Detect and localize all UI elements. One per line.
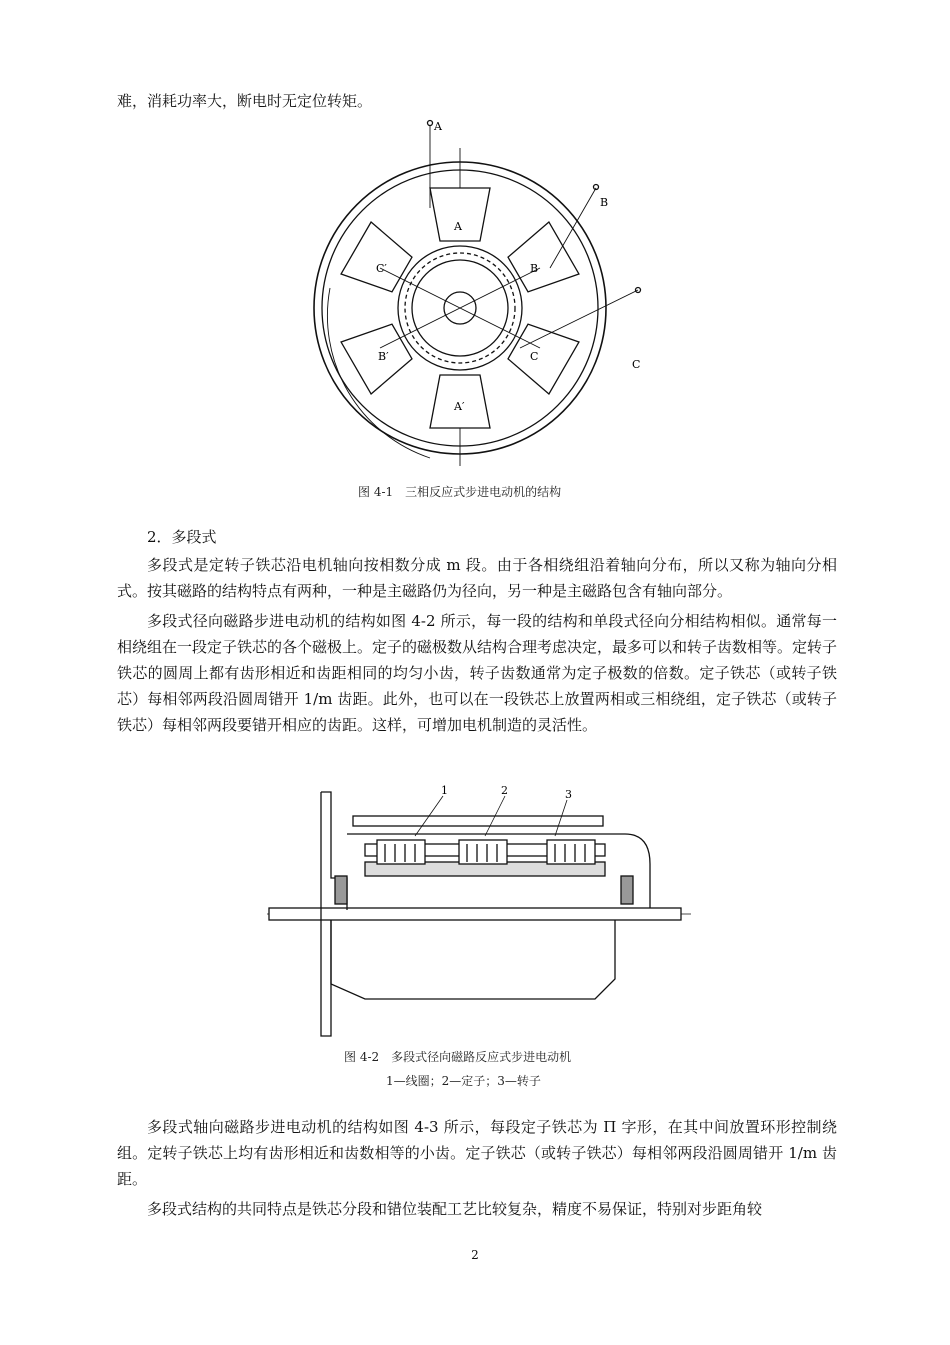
figure-4-1-caption: 图 4-1 三相反应式步进电动机的结构	[358, 485, 562, 499]
pole-label-c: C	[530, 350, 539, 363]
paragraph-axial-circuit: 多段式轴向磁路步进电动机的结构如图 4-3 所示，每段定子铁芯为 Π 字形，在其中间放置环形控制绕组。定转子铁芯上均有齿形相近和齿数相等的小齿。定子铁芯（或转子铁芯）每相邻两段沿圆周错开 1/m 齿距。	[117, 1118, 837, 1188]
section-heading: 2．多段式	[147, 528, 217, 546]
pole-label-b: B	[530, 262, 539, 275]
paragraph-common-features: 多段式结构的共同特点是铁芯分段和错位装配工艺比较复杂，精度不易保证，特别对步距角较	[147, 1200, 763, 1218]
paragraph-intro: 难，消耗功率大，断电时无定位转矩。	[117, 92, 373, 110]
figure-4-2-label-3: 3	[565, 788, 572, 801]
paragraph-multi-segment: 多段式是定转子铁芯沿电机轴向按相数分成 m 段。由于各相绕组沿着轴向分布，所以又称为轴向分相式。按其磁路的结构特点有两种，一种是主磁路仍为径向，另一种是主磁路包含有轴向部分。	[117, 556, 837, 600]
terminal-label-a: A	[434, 120, 442, 133]
pole-label-b-prime: B′	[378, 350, 389, 363]
figure-4-2-multi-segment-motor	[265, 784, 695, 1044]
page-number: 2	[471, 1248, 479, 1262]
figure-4-2-caption: 图 4-2 多段式径向磁路反应式步进电动机	[344, 1050, 572, 1064]
figure-4-2-label-1: 1	[441, 784, 448, 797]
terminal-label-b: B	[600, 196, 609, 209]
figure-4-1-stepper-motor	[290, 118, 650, 478]
terminal-label-c: C	[632, 358, 641, 371]
pole-label-a-prime: A′	[454, 400, 465, 413]
figure-4-2-legend: 1—线圈；2—定子；3—转子	[386, 1074, 541, 1088]
figure-4-2-label-2: 2	[501, 784, 508, 797]
pole-label-c-prime: C′	[376, 262, 387, 275]
pole-label-a: A	[454, 220, 462, 233]
paragraph-radial-circuit: 多段式径向磁路步进电动机的结构如图 4-2 所示，每一段的结构和单段式径向分相结构相似。通常每一相绕组在一段定子铁芯的各个磁极上。定子的磁极数从结构合理考虑决定，最多可以和转子齿数相等。定转子铁芯的圆周上都有齿形相近和齿距相同的均匀小齿，转子齿数通常为定子极数的倍数。定子铁芯（或转子铁芯）每相邻两段沿圆周错开 1/m 齿距。此外，也可以在一段铁芯上放置两相或三相绕组，定子铁芯（或转子铁芯）每相邻两段要错开相应的齿距。这样，可增加电机制造的灵活性。	[117, 612, 838, 734]
